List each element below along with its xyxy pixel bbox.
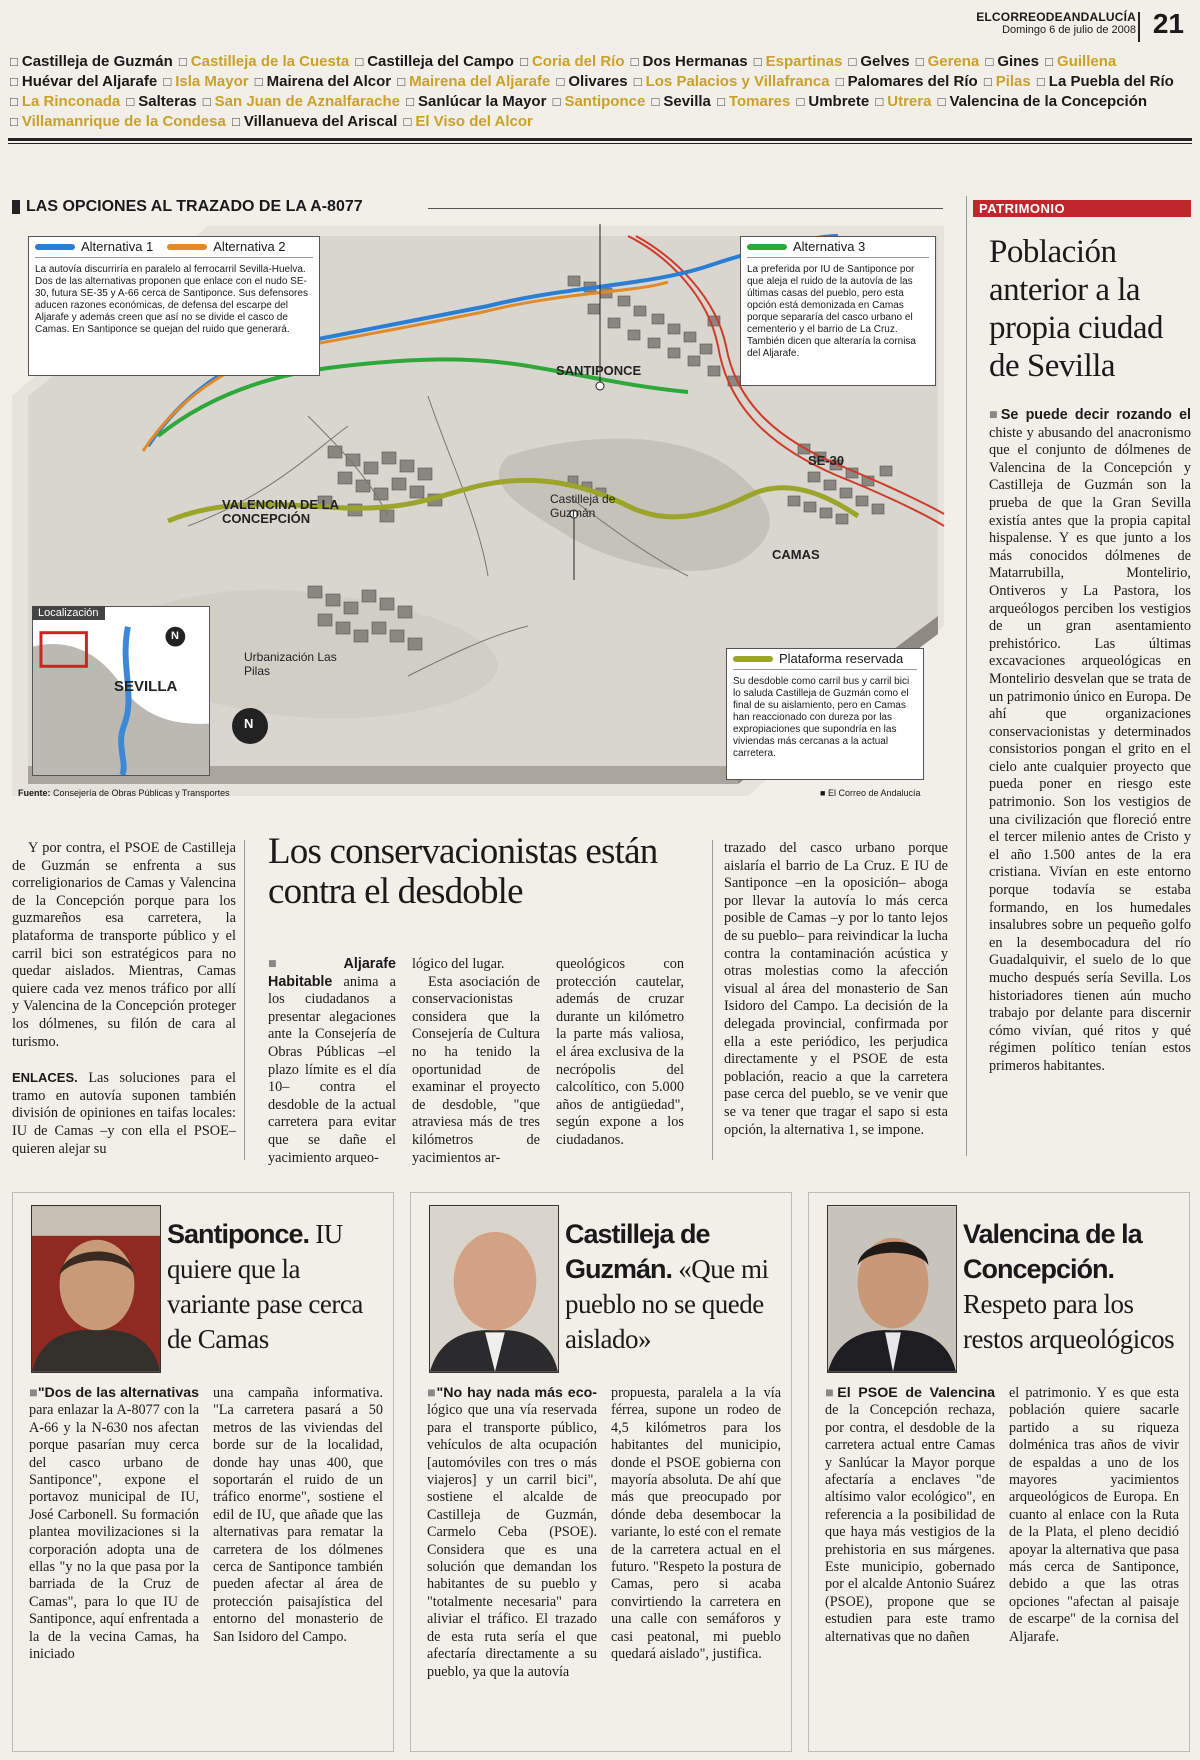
source-label: Fuente:	[18, 788, 51, 798]
town-link[interactable]: □ Sanlúcar la Mayor	[404, 93, 546, 110]
town-link[interactable]: □ San Juan de Aznalfarache	[201, 93, 400, 110]
callout-alt-1-2	[28, 236, 320, 376]
castilleja-title: «Que mi pueblo no se quede aislado»	[565, 1254, 769, 1354]
label-se30: SE-30	[808, 453, 845, 468]
patrimonio-headline: Población anterior a la propia ciudad de Sevilla	[989, 234, 1164, 384]
alt2-label: Alternativa 2	[213, 239, 286, 254]
town-link[interactable]: □ Castilleja del Campo	[353, 53, 514, 70]
town-link[interactable]: □ Huévar del Aljarafe	[8, 73, 157, 90]
alt1-label: Alternativa 1	[81, 239, 154, 254]
town-link[interactable]: □ Castilleja de Guzmán	[8, 53, 173, 70]
town-link[interactable]: □ Los Palacios y Villafranca	[632, 73, 830, 90]
town-link[interactable]: □ Villamanrique de la Condesa	[8, 113, 226, 130]
header-rule	[8, 138, 1192, 141]
town-link[interactable]: □ Palomares del Río	[834, 73, 978, 90]
town-link[interactable]: □ Gelves	[846, 53, 909, 70]
alt1-swatch	[35, 244, 75, 250]
castilleja-lead: ■ "No hay nada más eco-	[427, 1385, 597, 1401]
map-credit: ■ El Correo de Andalucía	[820, 788, 921, 798]
santiponce-headline	[167, 1217, 387, 1357]
valencina-lead: ■ El PSOE de Valencina	[825, 1385, 995, 1401]
publication-name: ELCORREODEANDALUCÍA	[976, 10, 1136, 24]
valencina-box	[808, 1192, 1190, 1752]
alt3-swatch	[747, 244, 787, 250]
aljarafe-lead: ■ Aljarafe Habitable	[268, 956, 396, 990]
town-link[interactable]: □ Villanueva del Ariscal	[230, 113, 397, 130]
town-link[interactable]: □ Tomares	[715, 93, 790, 110]
article-col5-text: trazado del casco urbano porque aislaría el barrio de La Cruz. E IU de Santiponce –en la oposición– aboga por llevar la autovía lo más cerca posible de Camas –y por lo tanto lejos de su pueblo– para reivindicar la lucha contra la contaminación acústica y otras molestias como la afección visual al área del monasterio de San Isidoro del Campo. La decisión de la delegada provincial, confirmada por ella a este periódico, les perjudica directamente y el PSOE de esta población, reacio a que la carretera pase cerca del pueblo, se ve venir que se va tener que tragar el sapo si esta opción, la alternativa 1, se impone.	[724, 840, 948, 1138]
article-col-1	[12, 840, 236, 1158]
ceba-photo	[429, 1205, 559, 1373]
legend-alt-1-2	[35, 241, 313, 258]
patrimonio-kicker: PATRIMONIO	[973, 200, 1191, 217]
compass-north-label: N	[244, 716, 254, 731]
patrimonio-lead: ■ Se puede decir rozando el	[989, 407, 1191, 423]
masthead	[8, 8, 1192, 44]
castilleja-box	[410, 1192, 792, 1752]
article-col2-p	[268, 956, 396, 1167]
column-separator	[244, 840, 245, 1160]
town-link[interactable]: □ Espartinas	[752, 53, 843, 70]
label-castilleja: Castilleja de Guzmán	[550, 492, 616, 520]
legend-alt-3	[747, 241, 929, 258]
town-link[interactable]: □ Coria del Río	[518, 53, 624, 70]
article-col2-text: anima a los ciudadanos a presentar alegaciones ante la Consejería de Obras Públicas –el plazo límite es el día 10– contra el desdoble de la actual carretera para evitar que se dañe el yacimiento arqueo-	[268, 973, 396, 1166]
santiponce-col-2: una campaña informativa. "La carretera pasará a 50 metros de las viviendas del borde sur de la localidad, donde hay unas 400, que soportarán el ruido de un tráfico enorme", sostiene el edil de IU, que añade que las alternativas para rematar la carretera de los dólmenes cerca de Santiponce también pueden afectar al área de protección paisajística del entorno del monasterio de San Isidoro del Campo.	[213, 1385, 383, 1645]
santiponce-box	[12, 1192, 394, 1752]
town-link[interactable]: □ Dos Hermanas	[629, 53, 748, 70]
santiponce-place: Santiponce.	[167, 1219, 310, 1249]
alt3-text: La preferida por IU de Santiponce por que aleja el ruido de la autovía de las últimas casas del pueblo, pero esta opción está demonizada en Camas porque separaría del casco urbano el cementerio y el barrio de La Cruz. También dicen que alteraría la cornisa del Aljarafe.	[747, 264, 916, 359]
valencina-text-1: de la Concepción rechaza, por contra, el desdoble de la carretera actual entre Camas y Sanlúcar la Mayor porque afectaría a enclaves "de altísimo valor ecológico", en referencia a la posibilidad de que haya más vestigios de la prehistoria en sus márgenes. Este municipio, gobernado por el alcalde Antonio Suárez (PSOE), propone que se estudien para este tramo alternativas que no dañen	[825, 1402, 995, 1645]
patrimonio-text: chiste y abusando del anacronismo que el conjunto de dólmenes de Valencina de la Concepción y Castilleja de Guzmán son la prueba de que la Gran Sevilla existía antes que la propia capital hispalense. Y es que junto a los más conocidos dólmenes de Matarrubilla, Montelirio, Ontiveros y La Pastora, los arqueólogos perciben los vestigios de un gran asentamiento prehistórico. Las últimas excavaciones arqueológicas en Montelirio desvelan que se trata de un patrimonio único en Europa. De ahí que organizaciones conservacionistas y determinados consistorios pongan el grito en el cielo ante cualquier proyecto que pueda poner en riesgo este patrimonio. Son los vestigios de una civilización que floreció entre el tercer milenio antes de Cristo y el año 1.500 antes de la era cristiana. Vivían en este entorno porque todavía se estaba formando, en los humedales insalubres sobre un pequeño golfo en la desembocadura del río Guadalquivir, el suelo de lo que mucho después sería Sevilla. Los historiadores tienen aún mucho trabajo por delante para discernir cómo vivían, qué ritos y qué régimen político tenían estos primeros habitantes.	[989, 424, 1191, 1074]
town-link[interactable]: □ Olivares	[555, 73, 628, 90]
article-col1-p2	[12, 1069, 236, 1158]
town-link[interactable]: □ La Puebla del Río	[1035, 73, 1174, 90]
map-source	[18, 788, 230, 798]
legend-plataforma	[733, 653, 917, 670]
label-valencina: VALENCINA DE LA CONCEPCIÓN	[222, 497, 339, 526]
callout-plataforma	[726, 648, 924, 780]
publication-date: Domingo 6 de julio de 2008	[1002, 24, 1136, 36]
location-label: Localización	[32, 606, 105, 620]
column-separator	[712, 840, 713, 1160]
town-link[interactable]: □ Pilas	[982, 73, 1031, 90]
plat-text: Su desdoble como carril bus y carril bici lo saluda Castilleja de Guzmán como el final de su aislamiento, pero en Camas han reaccionado con dureza por las expropiaciones que supondría en las viviendas más cercanas a la actual carretera.	[733, 676, 910, 759]
town-link[interactable]: □ Castilleja de la Cuesta	[177, 53, 349, 70]
valencina-place: Valencina de la Concepción.	[963, 1219, 1142, 1284]
location-city: SEVILLA	[114, 678, 178, 695]
label-camas: CAMAS	[772, 547, 820, 562]
castilleja-col-1	[427, 1385, 597, 1681]
valencina-col-2: el patrimonio. Y es que esta población quiere sacarle partido a su riqueza dolménica tras años de vivir de espaldas a uno de los mayores yacimientos arqueológicos de Europa. En cuanto al enlace con la Ruta de la Plata, el pleno decidió apoyar la alternativa que pasa más cerca de Santiponce, debido a que las otras opciones "afectan al paisaje de escarpe" de la cornisa del Aljarafe.	[1009, 1385, 1179, 1645]
credit-text: El Correo de Andalucía	[827, 788, 921, 798]
town-link[interactable]: □ Valencina de la Concepción	[936, 93, 1147, 110]
minimap-north-label: N	[171, 630, 179, 642]
map-title-text: LAS OPCIONES AL TRAZADO DE LA A-8077	[26, 198, 363, 215]
santiponce-col-1	[29, 1385, 199, 1664]
town-link[interactable]: □ Utrera	[873, 93, 931, 110]
town-link[interactable]: □ Santiponce	[551, 93, 646, 110]
town-link[interactable]: □ Gines	[983, 53, 1039, 70]
valencina-title: Respeto para los restos arqueológicos	[963, 1289, 1175, 1354]
valencina-headline	[963, 1217, 1187, 1357]
alt3-label: Alternativa 3	[793, 239, 866, 254]
page-divider	[1138, 12, 1140, 42]
article-col-2	[268, 956, 396, 1167]
article-col1-p1: Y por contra, el PSOE de Castilleja de Guzmán se enfrenta a sus correligionarios de Camas y Valencina de la Concepción porque para los guzmareños esa carretera, la plataforma de transporte público y el carril bici son estratégicos para no quedar aislados. Mientras, Camas quiere cada vez menos tráfico por allí y Valencina de la Concepción proteger los dólmenes, su filón de cara al turismo.	[12, 840, 236, 1050]
publication-info	[976, 10, 1136, 36]
label-las-pilas: Urbanización Las Pilas	[244, 650, 337, 678]
enlaces-caps: ENLACES.	[12, 1070, 78, 1086]
article-headline: Los conservacionistas están contra el desdoble	[268, 831, 658, 912]
castilleja-headline	[565, 1217, 785, 1357]
patrimonio-body	[973, 407, 1191, 1076]
article-col4-text: queológicos con protección cautelar, además de cruzar durante un kilómetro la parte más valiosa, el área exclusiva de la necrópolis del calcolítico, con 5.000 años de antigüedad", según expone a los ciudadanos.	[556, 956, 684, 1148]
town-link[interactable]: □ Sevilla	[649, 93, 710, 110]
plat-swatch	[733, 656, 773, 662]
callout-alt-3	[740, 236, 936, 386]
valencina-col-1	[825, 1385, 995, 1646]
town-link[interactable]: □ Umbrete	[795, 93, 870, 110]
castilleja-col-2: propuesta, paralela a la vía férrea, supone un rodeo de 4,5 kilómetros para los habitantes del municipio, donde el PSOE gobierna con mayoría absoluta. De ahí que más que preocupado por dónde deba desembocar la variante, lo esté con el remate de la carretera actual en el futuro. "Respeto la postura de Camas, pero si acaba convirtiendo la carretera en una calle con semáforos y casi peatonal, mi pueblo quedará aislado", justifica.	[611, 1385, 781, 1663]
santiponce-text-1: para enlazar la A-8077 con la A-66 y la N-630 nos afectan porque pasarían muy cerca del casco urbano de Santiponce", expone el portavoz municipal de IU, José Carbonell. Su formación plantea movilizaciones si la corporación adopta una de ellas "y no la que pasa por la barriada de la Cruz de Camas", para lo que IU de Santiponce, aquí enfrentada a la de la vecina Camas, ha iniciado	[29, 1402, 199, 1663]
towns-index	[8, 52, 1192, 132]
town-link[interactable]: □ Guillena	[1043, 53, 1116, 70]
patrimonio-sidebar	[973, 200, 1191, 1076]
source-text: Consejería de Obras Públicas y Transportes	[53, 788, 230, 798]
town-link[interactable]: □ Mairena del Aljarafe	[395, 73, 550, 90]
town-link[interactable]: □ Mairena del Alcor	[253, 73, 391, 90]
town-link[interactable]: □ Salteras	[124, 93, 196, 110]
column-separator	[966, 196, 967, 1156]
article-col1-p2-text: Las soluciones para el tramo en autovía suponen también división de opiniones en taifas locales: IU de Camas –y con ella el PSOE– quieren alejar su	[12, 1070, 236, 1157]
page-number: 21	[1152, 8, 1184, 39]
castilleja-text-1: lógico que una vía reservada para el transporte público, vehículos de alta ocupación [automóviles con tres o más viajeros] y un carril bici", sostiene el alcalde de Castilleja de Guzmán, Carmelo Ceba (PSOE). Considera que es una solución que demandan los habitantes de su pueblo y "totalmente necesaria" para aliviar el tráfico. El trazado de esta ruta sería el que afectaría directamente a su pueblo, ya que la autovía	[427, 1402, 597, 1680]
town-link[interactable]: □ La Rinconada	[8, 93, 120, 110]
article-col3-p1: lógico del lugar.	[412, 956, 505, 972]
header-rule-thin	[8, 143, 1192, 144]
alt2-swatch	[167, 244, 207, 250]
article-col-5	[724, 840, 948, 1139]
castilleja-place: Castilleja de Guzmán.	[565, 1219, 710, 1284]
plat-label: Plataforma reservada	[779, 651, 904, 666]
town-link[interactable]: □ El Viso del Alcor	[401, 113, 532, 130]
article-col3-p2: Esta asociación de conservacionistas considera que la Consejería de Cultura no ha tenido la oportunidad de examinar el proyecto de desdoble, "que atraviesa más de tres kilómetros de yacimientos ar-	[412, 973, 540, 1166]
alt12-text: La autovía discurriría en paralelo al ferrocarril Sevilla-Huelva. Dos de las alternativas proponen que enlace con el nudo SE-30, futura SE-35 y A-66 cerca de Santiponce. Sus defensores aducen razones económicas, de defensa del escarpe del Aljarafe y además creen que así no se divide el casco de Camas. En Santiponce se quejan del ruido que generará.	[35, 264, 308, 335]
valencina-photo	[827, 1205, 957, 1373]
article-col-3	[412, 956, 540, 1167]
carbonell-photo	[31, 1205, 161, 1373]
santiponce-title: IU quiere que la variante pase cerca de Camas	[167, 1219, 363, 1354]
town-link[interactable]: □ Gerena	[914, 53, 980, 70]
label-santiponce: SANTIPONCE	[556, 363, 642, 378]
article-col-4	[556, 956, 684, 1150]
town-link[interactable]: □ Isla Mayor	[161, 73, 248, 90]
santiponce-lead: ■ "Dos de las alternativas	[29, 1385, 199, 1401]
